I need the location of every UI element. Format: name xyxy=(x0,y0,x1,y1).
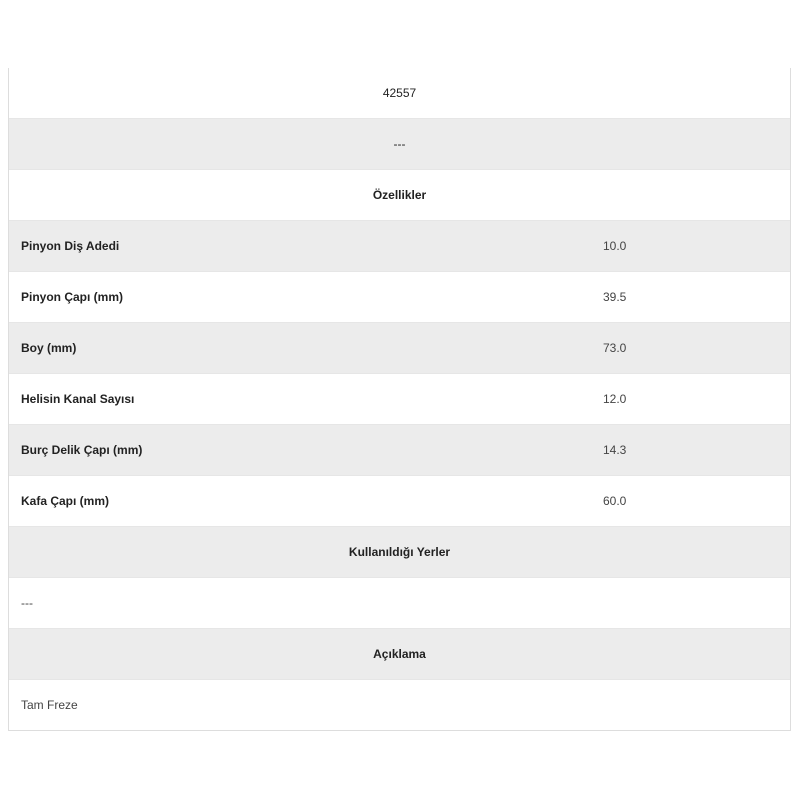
usage-value: --- xyxy=(21,596,33,610)
spec-row xyxy=(9,322,790,373)
description-title: Açıklama xyxy=(373,647,426,661)
specs-title: Özellikler xyxy=(372,188,427,202)
spec-label: Pinyon Çapı (mm) xyxy=(21,290,124,304)
spec-value: 12.0 xyxy=(603,392,627,406)
product-code-secondary-row xyxy=(9,118,790,169)
product-code-secondary: --- xyxy=(393,137,406,151)
spec-label: Pinyon Diş Adedi xyxy=(21,239,120,253)
spec-value: 60.0 xyxy=(603,494,627,508)
usage-header-row xyxy=(9,526,790,577)
description-row xyxy=(9,679,790,730)
product-details-table xyxy=(8,68,791,731)
product-code: 42557 xyxy=(382,86,417,100)
spec-label: Helisin Kanal Sayısı xyxy=(21,392,135,406)
spec-row xyxy=(9,424,790,475)
specs-header-row xyxy=(9,169,790,220)
description-value: Tam Freze xyxy=(21,698,78,712)
spec-value: 39.5 xyxy=(603,290,627,304)
spec-row xyxy=(9,475,790,526)
spec-value: 10.0 xyxy=(603,239,627,253)
spec-label: Boy (mm) xyxy=(21,341,77,355)
description-header-row xyxy=(9,628,790,679)
spec-row xyxy=(9,220,790,271)
product-code-row xyxy=(9,68,790,118)
usage-title: Kullanıldığı Yerler xyxy=(348,545,451,559)
spec-label: Kafa Çapı (mm) xyxy=(21,494,110,508)
spec-row xyxy=(9,271,790,322)
spec-row xyxy=(9,373,790,424)
spec-value: 14.3 xyxy=(603,443,627,457)
usage-row xyxy=(9,577,790,628)
spec-value: 73.0 xyxy=(603,341,627,355)
spec-label: Burç Delik Çapı (mm) xyxy=(21,443,143,457)
